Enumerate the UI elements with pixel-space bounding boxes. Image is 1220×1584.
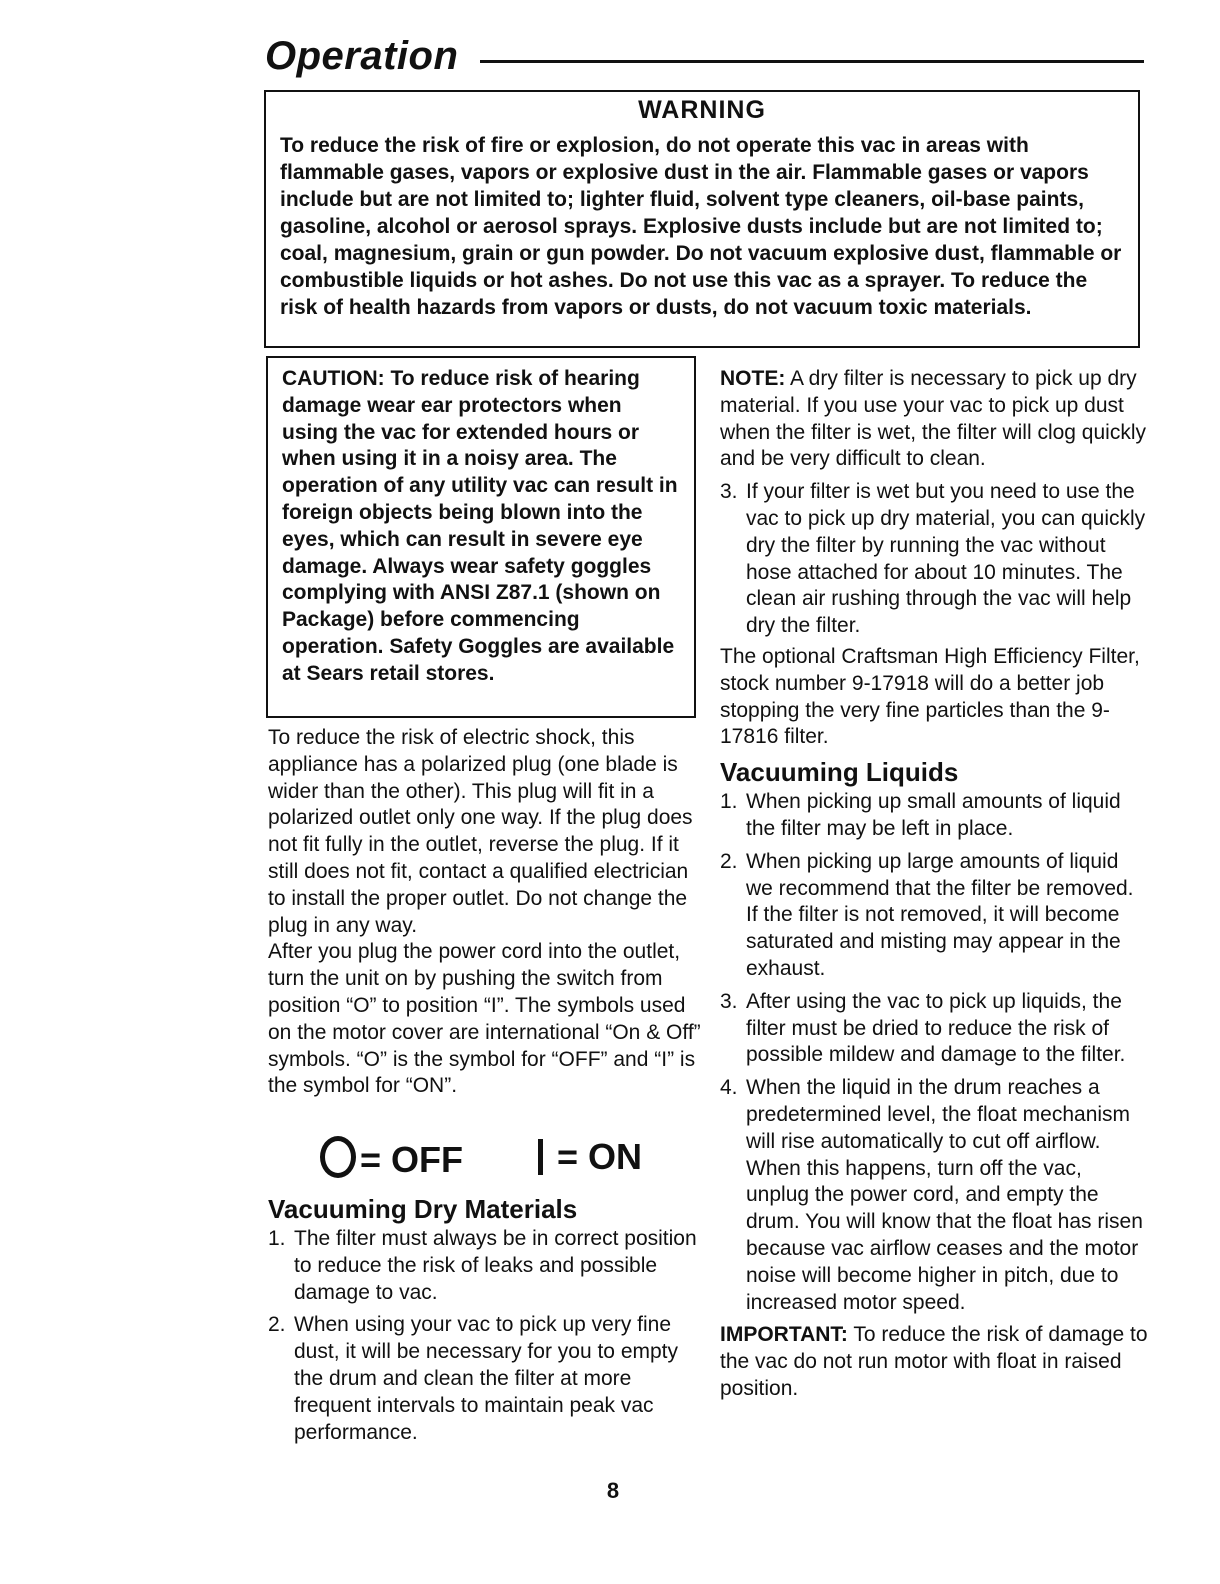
step-text: When picking up small amounts of liquid the filter may be left in place.	[746, 790, 1121, 840]
important-label: IMPORTANT:	[720, 1323, 848, 1347]
circle-o-icon	[320, 1136, 356, 1178]
on-label: = ON	[557, 1136, 643, 1177]
right-column	[720, 366, 1150, 1403]
step-text: When the liquid in the drum reaches a predetermined level, the float mechanism will rise automatically to cut off airflow. When this happens, turn off the vac, unplug the power cord, and empty the drum. You will know that the float has risen because vac airflow ceases and the motor noise will become higher in pitch, due to increased motor speed.	[746, 1076, 1143, 1314]
liquids-heading: Vacuuming Liquids	[720, 757, 959, 788]
step-number: 2.	[720, 849, 738, 873]
note-label: NOTE:	[720, 367, 786, 390]
title-rule	[480, 60, 1144, 63]
step-text: After using the vac to pick up liquids, the filter must be dried to reduce the risk of possible mildew and damage to the filter.	[746, 989, 1126, 1067]
page-title: Operation	[265, 34, 459, 78]
step-number: 4.	[720, 1076, 738, 1100]
step-number: 3.	[720, 989, 738, 1013]
step-text: The filter must always be in correct position to reduce the risk of leaks and possible damage to vac.	[294, 1227, 697, 1304]
switch-symbols	[320, 1136, 680, 1186]
step-number: 1.	[268, 1227, 286, 1250]
optional-filter-paragraph: The optional Craftsman High Efficiency Filter, stock number 9-17918 will do a better job stopping the very fine particles than the 9-17816 filter.	[720, 644, 1140, 749]
note-text: A dry filter is necessary to pick up dry material. If you use your vac to pick up dust when the filter is wet, the filter will clog quickly and be very difficult to clean.	[720, 367, 1146, 471]
list-item	[268, 1226, 704, 1306]
warning-box	[264, 90, 1140, 348]
dry-section	[268, 1192, 704, 1452]
liquid-steps	[720, 789, 1150, 1316]
step-number: 2.	[268, 1313, 286, 1337]
list-item	[268, 1312, 704, 1446]
step-text: When using your vac to pick up very fine dust, it will be necessary for you to empty the drum and clean the filter at more frequent intervals to maintain peak vac performance.	[294, 1313, 678, 1444]
list-item	[720, 989, 1150, 1069]
switch-paragraph: After you plug the power cord into the outlet, turn the unit on by pushing the switch from position “O” to position “I”. The symbols used on the motor cover are international “On & Off” symbols. “O” is the symbol for “OFF” and “I” is the symbol for “ON”.	[268, 940, 701, 1098]
list-item	[720, 479, 1150, 640]
note-paragraph	[720, 366, 1150, 473]
list-item	[720, 789, 1150, 843]
dry-heading: Vacuuming Dry Materials	[268, 1194, 578, 1224]
warning-title: WARNING	[638, 96, 766, 124]
list-item	[720, 1075, 1150, 1316]
warning-text: To reduce the risk of fire or explosion, do not operate this vac in areas with flammable gases, vapors or explosive dust in the air. Flammable gases or vapors include but are not limited to; lighter fluid, solvent type cleaners, oil-base paints, gasoline, alcohol or aerosol sprays. Explosive dusts include but are not limited to; coal, magnesium, grain or gun powder. Do not vacuum explosive dust, flammable or combustible liquids or hot ashes. Do not use this vac as a sprayer. To reduce the risk of health hazards from vapors or dusts, do not vacuum toxic materials.	[280, 134, 1122, 319]
important-text: To reduce the risk of damage to the vac do not run motor with float in raised position.	[720, 1323, 1148, 1400]
left-column	[268, 725, 704, 1100]
list-item	[720, 849, 1150, 983]
important-paragraph	[720, 1322, 1150, 1402]
step-text: If your filter is wet but you need to use the vac to pick up dry material, you can quickly dry the filter by running the vac without hose attached for about 10 minutes. The clean air rushing through the vac will help dry the filter.	[746, 480, 1146, 638]
dry-filter-step	[720, 479, 1150, 640]
caution-text: CAUTION: To reduce risk of hearing damage wear ear protectors when using the vac for extended hours or when using it in a noisy area. The operation of any utility vac can result in foreign objects being blown into the eyes, which can result in severe eye damage. Always wear safety goggles complying with ANSI Z87.1 (shown on Package) before commencing operation. Safety Goggles are available at Sears retail stores.	[282, 367, 678, 685]
step-text: When picking up large amounts of liquid we recommend that the filter be removed. If the filter is not removed, it will become saturated and misting may appear in the exhaust.	[746, 849, 1134, 980]
step-number: 1.	[720, 790, 738, 814]
on-symbol	[538, 1136, 642, 1178]
caution-box	[266, 356, 696, 718]
step-number: 3.	[720, 480, 738, 504]
dry-steps	[268, 1226, 704, 1446]
off-label: = OFF	[360, 1139, 464, 1180]
bar-i-icon	[538, 1139, 543, 1175]
off-symbol	[320, 1136, 463, 1181]
shock-paragraph: To reduce the risk of electric shock, this appliance has a polarized plug (one blade is wider than the other). This plug will fit in a polarized outlet only one way. If the plug does not fit fully in the outlet, reverse the plug. If it still does not fit, contact a qualified electrician to install the proper outlet. Do not change the plug in any way.	[268, 726, 693, 937]
page-number: 8	[606, 1478, 620, 1503]
